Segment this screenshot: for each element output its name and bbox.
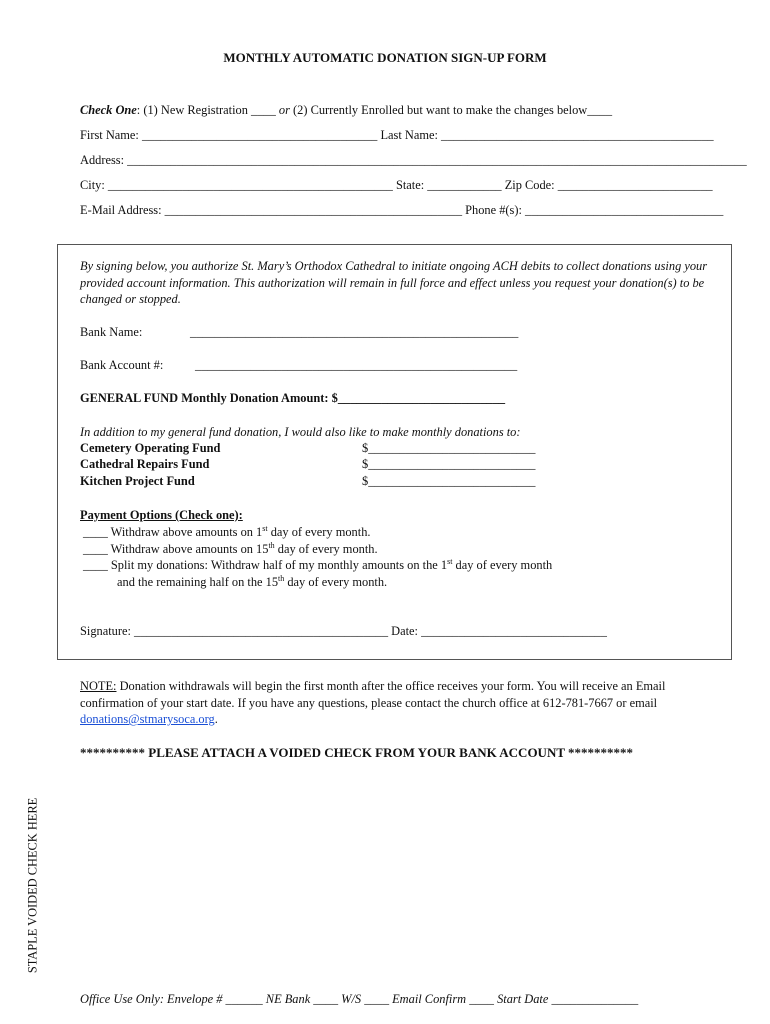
payment-option-2-text: ____ Withdraw above amounts on 15	[83, 542, 269, 557]
bank-name-field[interactable]: _____________________________________________________	[190, 325, 519, 339]
general-fund-amount[interactable]: GENERAL FUND Monthly Donation Amount: $___________________________	[80, 391, 506, 405]
payment-option-3-cont-text: and the remaining half on the 15	[117, 575, 279, 590]
check-one-label: Check One	[80, 103, 137, 117]
email-phone-line[interactable]: E-Mail Address: ________________________________________________ Phone #(s): ________________________________	[80, 203, 724, 217]
check-one-or: or	[278, 103, 290, 117]
payment-option-1[interactable]	[83, 524, 371, 540]
fund-label-cemetery: Cemetery Operating Fund	[80, 441, 221, 455]
bank-name-label: Bank Name:	[80, 325, 143, 339]
attach-check-notice: ********** PLEASE ATTACH A VOIDED CHECK FROM YOUR BANK ACCOUNT **********	[80, 745, 634, 760]
fund-label-cathedral-repairs: Cathedral Repairs Fund	[80, 457, 210, 471]
bank-account-field[interactable]: ____________________________________________________	[195, 358, 518, 372]
note-end: .	[214, 712, 218, 727]
additional-donations-intro: In addition to my general fund donation, I would also like to make monthly donations to:	[80, 425, 521, 439]
authorization-text: By signing below, you authorize St. Mary’s Orthodox Cathedral to initiate ongoing ACH debits to collect donations using your provided account information. This authorization will remain in full force and effect unless you request your donation(s) to be changed or stopped.	[80, 259, 708, 307]
address-field-line[interactable]: Address: ____________________________________________________________________________________________________	[80, 153, 747, 167]
payment-option-2[interactable]	[83, 541, 378, 557]
fund-amount-kitchen[interactable]: $___________________________	[362, 474, 536, 488]
payment-option-1-text: ____ Withdraw above amounts on 1	[83, 525, 263, 540]
payment-option-3-continued	[117, 574, 387, 590]
fund-amount-cemetery[interactable]: $___________________________	[362, 441, 536, 455]
fund-amount-cathedral-repairs[interactable]: $___________________________	[362, 457, 536, 471]
payment-option-3-end: day of every month	[452, 558, 553, 573]
city-state-zip-line[interactable]: City: ______________________________________________ State: ____________ Zip Code: _________________________	[80, 178, 713, 192]
check-one-line	[80, 103, 612, 118]
note-label: NOTE:	[80, 679, 117, 693]
payment-option-3-text: ____ Split my donations: Withdraw half of my monthly amounts on the 1	[83, 558, 448, 573]
payment-option-2-end: day of every month.	[274, 542, 378, 557]
name-field-line[interactable]: First Name: ______________________________________ Last Name: ____________________________________________	[80, 128, 714, 142]
payment-option-3-cont-sup: th	[278, 574, 285, 583]
payment-options-heading: Payment Options (Check one):	[80, 508, 243, 522]
payment-option-3-sup: st	[447, 557, 453, 566]
check-one-option-1: : (1) New Registration ____	[136, 103, 279, 117]
form-title: MONTHLY AUTOMATIC DONATION SIGN-UP FORM	[223, 50, 547, 65]
payment-option-1-sup: st	[262, 524, 268, 533]
bank-account-label: Bank Account #:	[80, 358, 164, 372]
fund-label-kitchen: Kitchen Project Fund	[80, 474, 195, 488]
note-paragraph	[80, 678, 725, 728]
donations-email-link[interactable]: donations@stmarysoca.org	[80, 712, 215, 727]
payment-option-3-cont-end: day of every month.	[284, 575, 388, 590]
check-one-option-2: (2) Currently Enrolled but want to make the changes below____	[289, 103, 613, 117]
note-text: Donation withdrawals will begin the first month after the office receives your form. You will receive an Email confirmation of your start date. If you have any questions, please contact the church office at 612-781-7667 or email	[80, 679, 666, 710]
staple-check-here-label: STAPLE VOIDED CHECK HERE	[25, 797, 40, 974]
office-use-only-line: Office Use Only: Envelope # ______ NE Bank ____ W/S ____ Email Confirm ____ Start Date ______________	[80, 992, 639, 1006]
payment-option-2-sup: th	[268, 541, 275, 550]
payment-option-1-end: day of every month.	[267, 525, 371, 540]
signature-date-line[interactable]: Signature: _________________________________________ Date: ______________________________	[80, 624, 607, 638]
payment-option-3[interactable]	[83, 557, 552, 573]
